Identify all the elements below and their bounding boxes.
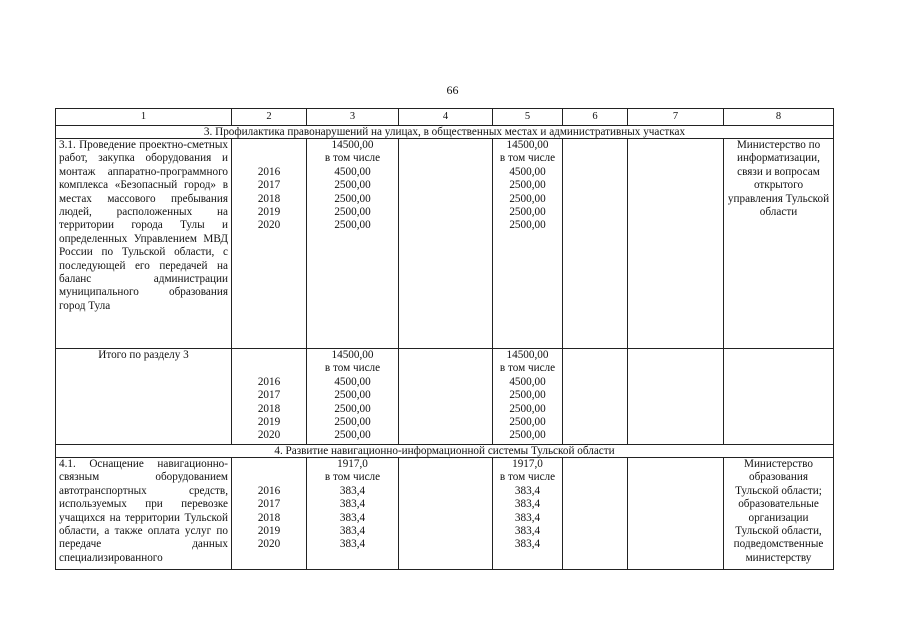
section-3-total-row <box>56 349 834 445</box>
years-cell <box>232 349 307 445</box>
activity-description: 3.1. Проведение проектно-сметных работ, закупка оборудования и монтаж аппаратно-программного комплекса «Безопасный город» в местах массового пребывания людей, расположенных на территории города Тулы и определенных Управлением МВД России по Тульской области, с последующей его передачей на баланс администрации муниципального образования город Тула <box>56 139 232 349</box>
funding-value: 2500,00 <box>334 179 371 192</box>
column-header-7: 7 <box>628 109 724 126</box>
year-value: 2016 <box>257 165 281 178</box>
funding-label: в том числе <box>324 471 381 484</box>
funding-value: 383,4 <box>514 498 541 511</box>
year-value: 2020 <box>257 538 281 551</box>
years-cell <box>232 458 307 570</box>
empty-cell <box>628 458 724 570</box>
funding-label: в том числе <box>499 362 556 375</box>
funding-total: 14500,00 <box>506 139 549 151</box>
funding-value: 2500,00 <box>509 429 546 442</box>
funding-value: 2500,00 <box>334 219 371 232</box>
funding-value: 2500,00 <box>509 219 546 232</box>
funding-value: 4500,00 <box>334 375 371 388</box>
funding-value: 2500,00 <box>334 192 371 205</box>
executor-cell: Министерство образования Тульской области; образовательные организации Тульской области, подведомственные министерству <box>724 458 834 570</box>
funding-value: 2500,00 <box>334 416 371 429</box>
funding-value: 383,4 <box>339 511 366 524</box>
empty-cell <box>563 458 628 570</box>
total-funding-cell <box>307 349 399 445</box>
column-header-6: 6 <box>563 109 628 126</box>
funding-value: 383,4 <box>339 498 366 511</box>
year-value: 2018 <box>257 511 281 524</box>
year-value: 2019 <box>257 206 281 218</box>
empty-cell <box>563 139 628 349</box>
section-3-title-row <box>56 126 834 139</box>
funding-value: 2500,00 <box>334 429 371 442</box>
table-row <box>56 139 834 349</box>
funding-value: 2500,00 <box>509 206 546 219</box>
funding-value: 383,4 <box>339 525 366 538</box>
funding-value: 383,4 <box>339 538 366 551</box>
column-header-8: 8 <box>724 109 834 126</box>
funding-total: 1917,0 <box>337 458 368 470</box>
year-value: 2019 <box>257 416 281 428</box>
empty-cell <box>563 349 628 445</box>
column-header-4: 4 <box>399 109 493 126</box>
total-funding-cell <box>307 139 399 349</box>
column-header-5: 5 <box>493 109 563 126</box>
empty-cell <box>399 349 493 445</box>
column-header-2: 2 <box>232 109 307 126</box>
years-cell <box>232 139 307 349</box>
regional-funding-cell <box>493 349 563 445</box>
section-4-title: 4. Развитие навигационно-информационной системы Тульской области <box>56 445 834 458</box>
empty-cell <box>399 139 493 349</box>
program-activities-table <box>55 108 834 570</box>
funding-value: 4500,00 <box>334 165 371 178</box>
funding-value: 2500,00 <box>509 402 546 415</box>
empty-cell <box>399 458 493 570</box>
funding-value: 2500,00 <box>509 416 546 429</box>
funding-label: в том числе <box>499 471 556 484</box>
funding-label: в том числе <box>324 152 381 165</box>
column-header-1: 1 <box>56 109 232 126</box>
empty-cell <box>628 349 724 445</box>
funding-total: 14500,00 <box>331 139 374 151</box>
section-4-title-row <box>56 445 834 458</box>
funding-value: 383,4 <box>514 538 541 551</box>
page-number: 66 <box>446 83 459 97</box>
empty-cell <box>628 139 724 349</box>
year-value: 2019 <box>257 525 281 537</box>
year-value: 2016 <box>257 484 281 497</box>
funding-value: 383,4 <box>514 511 541 524</box>
funding-label: в том числе <box>324 362 381 375</box>
funding-value: 2500,00 <box>334 402 371 415</box>
funding-value: 2500,00 <box>509 389 546 402</box>
column-number-row <box>56 109 834 126</box>
funding-total: 14500,00 <box>506 349 549 361</box>
year-value: 2017 <box>257 389 281 402</box>
year-value: 2017 <box>257 498 281 511</box>
funding-total: 14500,00 <box>331 349 374 361</box>
funding-value: 2500,00 <box>334 389 371 402</box>
funding-value: 383,4 <box>514 484 541 497</box>
total-funding-cell <box>307 458 399 570</box>
empty-cell <box>724 349 834 445</box>
funding-value: 2500,00 <box>509 192 546 205</box>
funding-value: 2500,00 <box>334 206 371 219</box>
section-3-title: 3. Профилактика правонарушений на улицах, в общественных местах и административных участках <box>56 126 834 139</box>
year-value: 2017 <box>257 179 281 192</box>
column-header-3: 3 <box>307 109 399 126</box>
funding-label: в том числе <box>499 152 556 165</box>
regional-funding-cell <box>493 139 563 349</box>
funding-value: 4500,00 <box>509 165 546 178</box>
funding-total: 1917,0 <box>512 458 543 470</box>
funding-value: 383,4 <box>339 484 366 497</box>
regional-funding-cell <box>493 458 563 570</box>
activity-description: 4.1. Оснащение навигационно-связным оборудованием автотранспортных средств, используемых при перевозке учащихся на территории Тульской области, а также оплата услуг по передаче данных специализированного <box>56 458 232 570</box>
year-value: 2020 <box>257 219 281 232</box>
funding-value: 2500,00 <box>509 179 546 192</box>
year-value: 2018 <box>257 402 281 415</box>
funding-value: 4500,00 <box>509 375 546 388</box>
executor-cell: Министерство по информатизации, связи и вопросам открытого управления Тульской области <box>724 139 834 349</box>
table-row <box>56 458 834 570</box>
funding-value: 383,4 <box>514 525 541 538</box>
year-value: 2018 <box>257 192 281 205</box>
section-total-label: Итого по разделу 3 <box>56 349 232 445</box>
year-value: 2016 <box>257 375 281 388</box>
year-value: 2020 <box>257 429 281 442</box>
